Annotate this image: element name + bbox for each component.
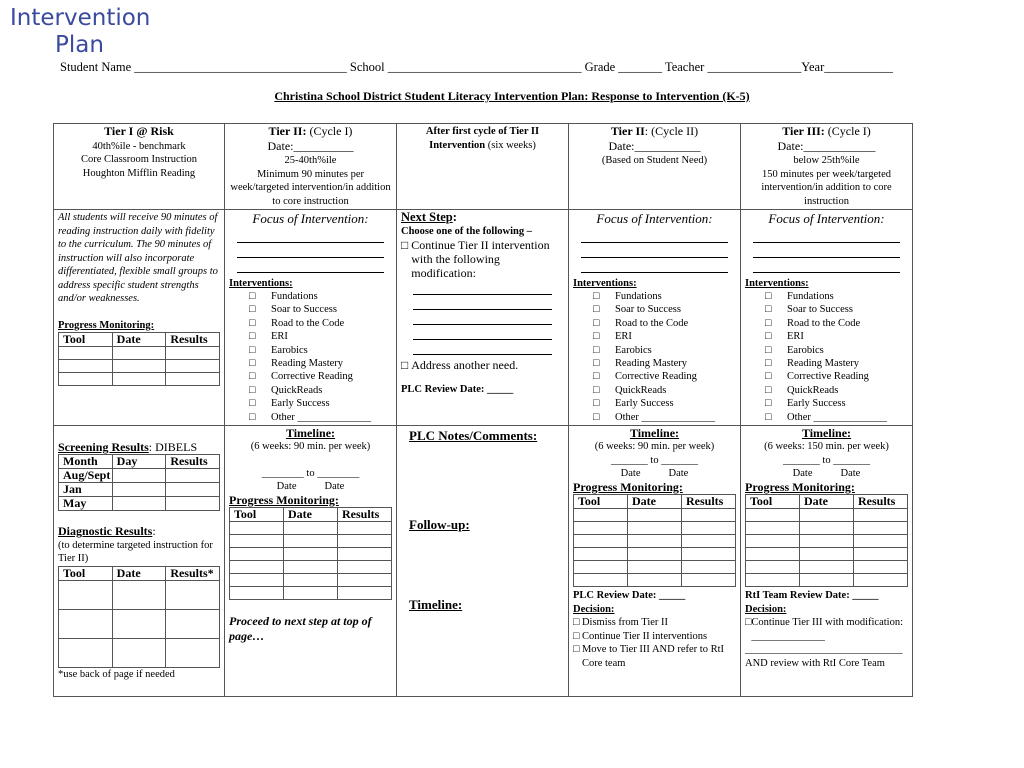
intervention-option[interactable]: □ Reading Mastery [593,357,736,370]
tier1-description: All students will receive 90 minutes of reading instruction daily with fidelity to the curriculum. The 90 minutes of instruction will also incorporate differentiated, flexible small groups to address specific student strengths and/or weaknesses. [58,212,218,304]
timeline-range[interactable]: _______ to _______ [611,454,698,466]
header-after-cycle [397,124,569,210]
intervention-option[interactable]: □ Reading Mastery [765,357,908,370]
timeline-range[interactable]: _______ to _______ [783,454,870,466]
rti-review-date[interactable]: RtI Team Review Date: _____ [745,590,879,602]
interventions-label: Interventions: [229,277,293,289]
tier2a-pm-table[interactable] [229,507,392,600]
intervention-option[interactable]: □ Early Success [249,397,392,410]
col-tool: Tool [59,333,113,347]
tier1-pm-label: Progress Monitoring: [58,319,155,331]
tier2a-date-field[interactable]: Date:__________ [267,138,354,153]
tier1-benchmark: 40th%ile - benchmark [92,140,186,152]
tier2a-timeline-cell [225,425,397,696]
timeline-label: Timeline: [801,425,852,440]
tier3-interventions [741,210,913,426]
intervention-option[interactable]: □ Other ______________ [249,411,392,424]
decision-continue-tier3: Continue Tier III with modification: ______________ [751,617,903,642]
intervention-option[interactable]: □ Earobics [765,344,908,357]
diagnostic-colon: : [152,524,156,539]
student-info-line[interactable]: Student Name __________________________________ School _______________________________ Grade _______ Teacher _______________Year___________ [60,60,893,74]
pm-label: Progress Monitoring: [745,479,855,494]
tier1-program: Houghton Mifflin Reading [82,167,196,179]
option-continue: Continue Tier II intervention with the following modification: [411,238,550,280]
after-extra: (six weeks) [485,139,536,151]
decision-option[interactable]: □ Continue Tier III with modification: ______________ [745,616,908,643]
plc-notes-label: PLC Notes/Comments: [409,427,538,443]
intervention-option[interactable]: □ Corrective Reading [765,370,908,383]
intervention-option[interactable]: □ ERI [249,330,392,343]
tier1-title: Tier I @ Risk [104,124,174,138]
followup-area[interactable] [409,532,564,598]
screening-cell [54,425,225,696]
intervention-option[interactable]: □ QuickReads [593,384,736,397]
date-label-end: Date [324,481,345,493]
next-step-choose: Choose one of the following – [401,225,532,237]
tier2a-cycle: (Cycle I) [306,124,353,138]
date-label-end: Date [668,468,689,480]
focus-line[interactable] [581,258,728,273]
focus-line[interactable] [237,228,384,243]
focus-line[interactable] [753,258,900,273]
intervention-option[interactable]: □ Soar to Success [249,303,392,316]
intervention-option[interactable]: □ Road to the Code [593,317,736,330]
col-results: Results [682,495,736,509]
intervention-option[interactable]: □ Earobics [249,344,392,357]
tier1-core: Core Classroom Instruction [80,154,198,165]
title-line-2: Plan [55,32,104,58]
intervention-option[interactable]: □ Fundations [765,290,908,303]
intervention-checklist[interactable] [745,290,908,424]
footnote: *use back of page if needed [58,668,175,680]
intervention-option[interactable]: □ Other ______________ [593,411,736,424]
timeline-label: Timeline: [285,425,336,440]
col-tool: Tool [746,495,800,509]
diagnostic-note: (to determine targeted instruction for Tier II) [58,539,213,565]
focus-label: Focus of Intervention: [596,211,713,226]
focus-line[interactable] [753,243,900,258]
tier2a-interventions [225,210,397,426]
col-date: Date [800,495,854,509]
intervention-option[interactable]: □ Soar to Success [765,303,908,316]
proceed-note: Proceed to next step at top of page… [229,614,372,644]
date-label-start: Date [792,468,813,480]
tier1-pm-table[interactable] [58,332,220,386]
focus-line[interactable] [237,258,384,273]
pm-label: Progress Monitoring: [229,492,339,507]
focus-label: Focus of Intervention: [252,211,369,226]
tier2b-pm-table[interactable] [573,494,736,587]
col-tool: Tool [59,566,113,580]
plc-notes-area[interactable] [409,442,564,518]
tier3-timeline-cell [741,425,913,696]
plc-review-date[interactable]: PLC Review Date: _____ [401,383,514,395]
intervention-option[interactable]: □ ERI [765,330,908,343]
intervention-option[interactable]: □ Soar to Success [593,303,736,316]
title-line-1: Intervention [10,5,151,31]
tier2a-percentile: 25-40th%ile [284,155,337,166]
intervention-option[interactable]: □ Fundations [249,290,392,303]
interventions-label: Interventions: [573,277,637,289]
tier2b-need: (Based on Student Need) [601,155,708,166]
header-tier2-cycle2 [569,124,741,210]
review-note: AND review with RtI Core Team [745,657,885,669]
next-step-colon: : [452,210,457,224]
intervention-option[interactable]: □ ERI [593,330,736,343]
diagnostic-table[interactable] [58,566,220,668]
header-tier3 [741,124,913,210]
tier2a-title: Tier II: [268,124,307,138]
intervention-option[interactable]: □ Corrective Reading [593,370,736,383]
col-date: Date [112,566,166,580]
checkbox-continue[interactable]: □ [401,238,412,252]
date-label-end: Date [840,468,861,480]
decision-continue: Continue Tier II interventions [581,630,708,642]
tier2b-title: Tier II [610,124,645,138]
col-day: Day [112,455,166,469]
tier3-minutes: 150 minutes per week/targeted intervention/in addition to core instruction [761,168,892,207]
mod-line[interactable] [413,295,552,310]
intervention-option[interactable]: □ QuickReads [249,384,392,397]
tier2b-interventions [569,210,741,426]
tier3-title: Tier III: [782,124,825,138]
modification-line[interactable]: ______________________________ [745,644,903,656]
intervention-option[interactable]: □ Corrective Reading [249,370,392,383]
col-date: Date [112,333,166,347]
row-jan: Jan [59,483,113,497]
decision-option[interactable]: □ Move to Tier III AND refer to RtI Core team [573,643,736,670]
intervention-checklist[interactable] [573,290,736,424]
decision-option[interactable]: □ Continue Tier II interventions [573,630,708,642]
date-label-start: Date [620,468,641,480]
intervention-option[interactable]: □ QuickReads [765,384,908,397]
intervention-checklist[interactable] [229,290,392,424]
focus-label: Focus of Intervention: [768,211,885,226]
intervention-option[interactable]: □ Other ______________ [765,411,908,424]
col-tool: Tool [230,508,284,522]
tier2a-minutes: Minimum 90 minutes per week/targeted intervention/in addition to core instruction [230,168,391,207]
next-step-cell [397,210,569,426]
row-may: May [59,497,113,511]
intervention-option[interactable]: □ Road to the Code [249,317,392,330]
timeline-weeks: (6 weeks: 150 min. per week) [764,441,889,453]
intervention-option[interactable]: □ Early Success [593,397,736,410]
tier2b-date-field[interactable]: Date:___________ [608,138,701,153]
intervention-option[interactable]: □ Fundations [593,290,736,303]
row-aug-sept: Aug/Sept [59,469,113,483]
intervention-grid [53,123,913,697]
col-results: Results [166,455,220,469]
checkbox-address[interactable]: □ [401,358,412,372]
pm-label: Progress Monitoring: [573,479,683,494]
decision-move: Move to Tier III AND refer to RtI Core team [581,644,724,669]
plc-timeline-label: Timeline: [409,596,463,612]
header-tier2-cycle1 [225,124,397,210]
intervention-option[interactable]: □ Reading Mastery [249,357,392,370]
focus-line[interactable] [581,243,728,258]
intervention-option[interactable]: □ Road to the Code [765,317,908,330]
intervention-option[interactable]: □ Earobics [593,344,736,357]
tier3-percentile: below 25th%ile [793,155,860,166]
intervention-option[interactable]: □ Early Success [765,397,908,410]
focus-line[interactable] [237,243,384,258]
col-results: Results* [166,566,220,580]
tier3-pm-table[interactable] [745,494,908,587]
col-results: Results [338,508,392,522]
timeline-range[interactable]: ________ to ________ [261,467,360,479]
screening-label: Screening Results [58,439,149,454]
option-address: Address another need. [411,358,519,372]
col-month: Month [59,455,113,469]
plc-review-date[interactable]: PLC Review Date: _____ [573,590,686,602]
after-title: After first cycle of Tier II Intervention [425,126,540,151]
col-date: Date [628,495,682,509]
tier3-cycle: (Cycle I) [824,124,871,138]
tier1-body [54,210,225,426]
screening-value: : DIBELS [148,439,198,454]
tier3-date-field[interactable]: Date:____________ [777,138,876,153]
plan-title: Christina School District Student Literacy Intervention Plan: Response to Intervention (K-5) [274,89,750,103]
tier2b-timeline-cell [569,425,741,696]
tier2b-cycle: : (Cycle II) [644,124,699,138]
plc-notes-cell [397,425,569,696]
document-title [10,5,150,59]
mod-line[interactable] [413,280,552,295]
diagnostic-label: Diagnostic Results [58,524,153,539]
date-label-start: Date [276,481,297,493]
focus-line[interactable] [753,228,900,243]
decision-dismiss: Dismiss from Tier II [581,617,669,629]
decision-option[interactable]: □ Dismiss from Tier II [573,617,669,629]
next-step-title: Next Step [401,210,453,224]
col-tool: Tool [574,495,628,509]
col-results: Results [166,333,220,347]
col-date: Date [284,508,338,522]
decision-label: Decision: [745,603,787,615]
decision-label: Decision: [573,603,615,615]
interventions-label: Interventions: [745,277,809,289]
header-tier1 [54,124,225,210]
focus-line[interactable] [581,228,728,243]
timeline-label: Timeline: [629,425,680,440]
timeline-weeks: (6 weeks: 90 min. per week) [250,441,371,453]
followup-label: Follow-up: [409,517,470,533]
screening-table[interactable] [58,454,220,511]
mod-line[interactable] [413,340,552,355]
mod-line[interactable] [413,310,552,325]
mod-line[interactable] [413,325,552,340]
col-results: Results [854,495,908,509]
timeline-weeks: (6 weeks: 90 min. per week) [594,441,715,453]
